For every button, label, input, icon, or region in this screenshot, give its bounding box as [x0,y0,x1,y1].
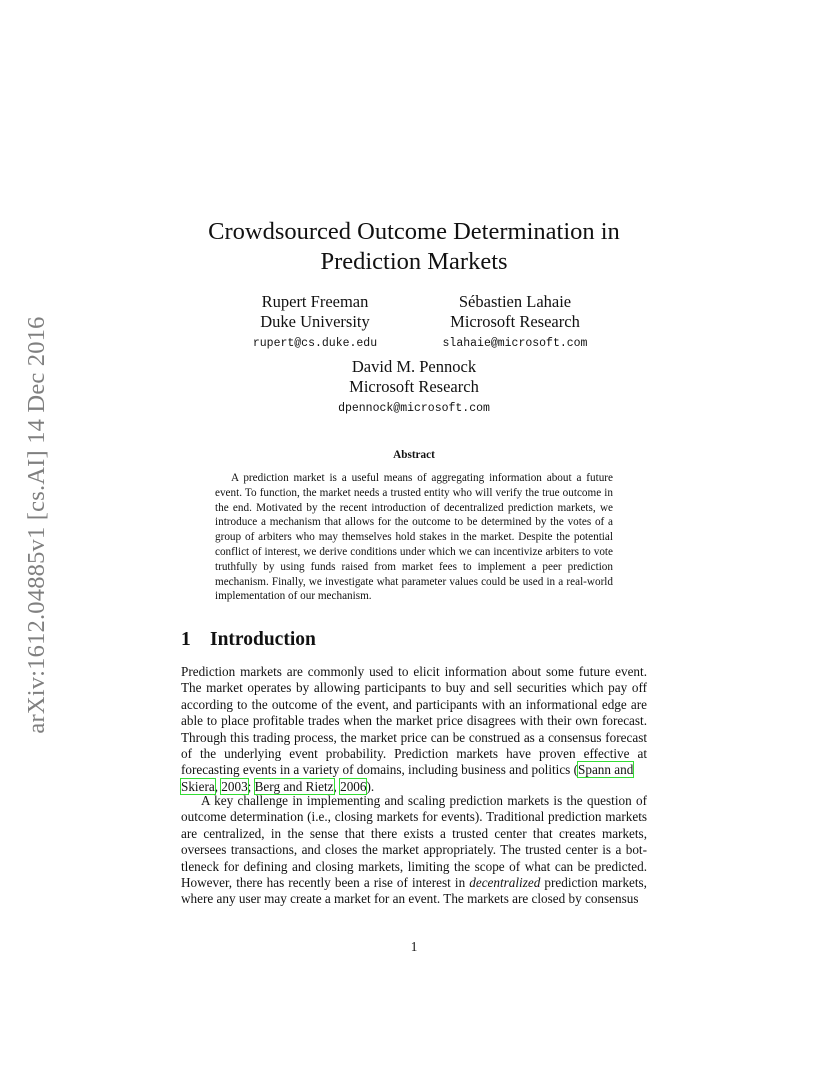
section-number: 1 [181,629,191,650]
author-block-1 [230,292,400,351]
citation-semicolon: ; [247,778,255,794]
paragraph-text: A key challenge in implementing and scaling prediction markets is the question of outcome determination (i.e., closing markets for events). Traditional prediction markets are centralized, in the sense that there exists a trusted center that creates markets, oversees transactions, and closes the market appropriately. The trusted center is a bottleneck for defining and closing markets, limiting the scope of what can be predicted. However, there has recently been a rise of interest in [181,793,647,891]
page-number: 1 [410,939,418,954]
paragraph-text-end: prediction markets, where any user may create a market for an event. The markets are closed by consensus [181,875,647,907]
author-email: slahaie@microsoft.com [442,337,588,350]
citation-separator: , [333,778,341,794]
citation-link-spann-skiera-cont[interactable] [181,779,215,794]
citation-authors: Berg and Rietz [254,778,334,794]
paragraph-text: Prediction markets are commonly used to elicit information about some future event. The market operates by allowing participants to buy and sell securities which pay off according to the outcome of the event, and participants with an informational edge are able to place profitable trades when the market price disagrees with their own forecast. Through this trading process, the market price can be construed as a consensus forecast of the underlying event probability. Prediction markets have proven effective at forecasting events in a variety of domains, including business and politics ( [181,664,647,778]
intro-paragraph-1 [181,664,647,795]
arxiv-identifier-stamp: arXiv:1612.04885v1 [cs.AI] 14 Dec 2016 [23,316,50,734]
author-block-3 [314,357,514,416]
title-line-2: Prediction Markets [320,248,508,275]
author-name: Rupert Freeman [261,292,369,311]
abstract-heading: Abstract [393,449,435,461]
abstract-text: A prediction market is a useful means of aggregating information about a future event. To function, the market needs a trusted entity who will verify the true outcome in the end. Motivated by the recent introduction of decentralized prediction markets, we introduce a mechanism that allows for the outcome to be determined by the votes of a group of arbiters who may themselves hold stakes in the market. Despite the potential conflict of interest, we derive conditions under which we can incentivize arbiters to vote truthfully by using funds raised from market fees to implement a peer prediction mechanism. Finally, we investigate what parameter values could be used in a real-world implementation of our mechanism. [215,472,613,603]
paper-title [150,217,678,277]
author-name: Sébastien Lahaie [458,292,572,311]
paragraph-text-end: ). [366,778,375,794]
author-email: dpennock@microsoft.com [338,402,490,415]
author-affiliation: Microsoft Research [349,377,479,396]
citation-year: 2006 [340,778,367,794]
author-email: rupert@cs.duke.edu [252,337,378,350]
citation-authors: Spann and [578,762,634,778]
author-block-2 [400,292,630,351]
author-affiliation: Duke University [260,312,370,331]
author-affiliation: Microsoft Research [450,312,580,331]
citation-year-link[interactable] [221,779,247,794]
citation-separator: , [214,778,222,794]
intro-paragraph-2 [181,793,647,908]
section-heading [181,628,316,652]
emphasized-term: decentralized [469,875,541,891]
citation-year-link[interactable] [340,779,366,794]
section-title: Introduction [210,629,316,650]
citation-link-spann-skiera[interactable] [578,762,633,777]
citation-year: 2003 [221,778,248,794]
citation-authors: Skiera [181,778,215,794]
citation-link-berg-rietz[interactable] [255,779,334,794]
author-name: David M. Pennock [351,357,477,376]
title-line-1: Crowdsourced Outcome Determination in [208,218,620,245]
